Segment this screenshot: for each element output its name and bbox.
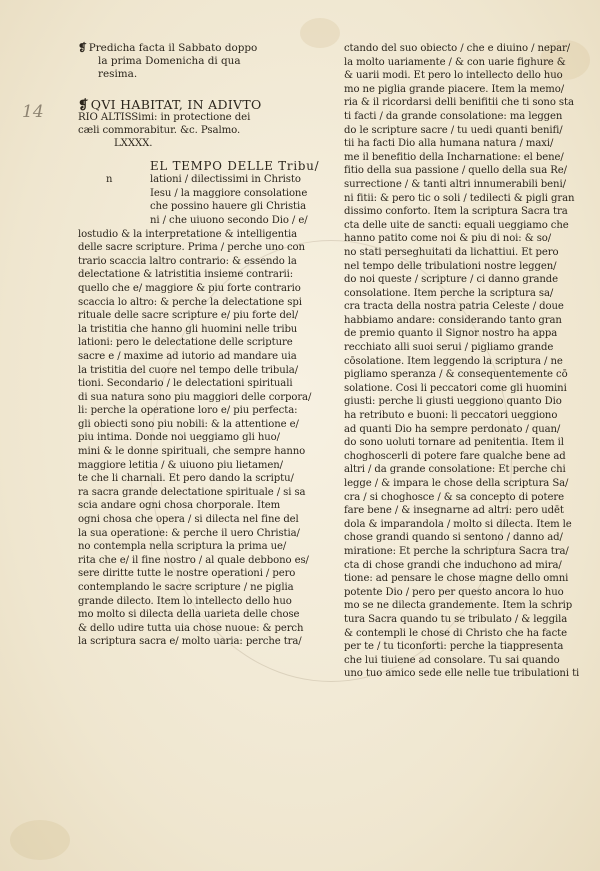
text-line: contemplando le sacre scripture / ne piglia xyxy=(78,582,294,594)
text-line: altri / da grande consolatione: Et perche chi xyxy=(344,464,566,476)
text-line: ni fitii: & pero tic o soli / tedilecti & pigli gran xyxy=(344,192,575,204)
incipit-line: QVI HABITAT, IN ADIVTO xyxy=(90,97,262,111)
text-line: sacre e / maxime ad iutorio ad mandare uia xyxy=(78,350,297,362)
left-column xyxy=(78,42,330,649)
text-line: la tristitia del cuore nel tempo delle tribula/ xyxy=(78,364,298,376)
paper-stain xyxy=(10,820,70,860)
text-line: giusti: perche li giusti ueggiono quanto Dio xyxy=(344,396,562,408)
text-line: tione: ad pensare le chose magne dello omni xyxy=(344,573,569,585)
text-line: tii ha facti Dio alla humana natura / maxi/ xyxy=(344,138,554,150)
text-line: Iesu / la maggiore consolatione xyxy=(150,187,308,199)
text-line: grande dilecto. Item lo intellecto dello huo xyxy=(78,595,292,607)
text-line: miratione: Et perche la schriptura Sacra tra/ xyxy=(344,545,569,557)
text-line: che possino hauere gli Christia xyxy=(150,201,307,213)
text-line: quello che e/ maggiore & piu forte contrario xyxy=(78,282,301,294)
text-line: ha retributo e buoni: li peccatori ueggiono xyxy=(344,410,558,422)
text-line: chose grandi quando si sentono / danno ad/ xyxy=(344,532,563,544)
text-line: ni / che uiuono secondo Dio / e/ xyxy=(150,214,308,226)
text-line: solatione. Cosi li peccatori come gli huomini xyxy=(344,382,567,394)
text-line: cta di chose grandi che induchono ad mira/ xyxy=(344,559,562,571)
text-line: la tristitia che hanno gli huomini nelle tribu xyxy=(78,323,298,335)
heading-line: la prima Domenicha di qua xyxy=(98,55,241,68)
text-line: mo se ne dilecta grandemente. Item la schrip xyxy=(344,600,573,612)
text-line: dola & imparandola / molto si dilecta. Item le xyxy=(344,518,572,530)
text-line: no stati perseghuitati da lichattiui. Et pero xyxy=(344,246,559,258)
text-line: ctando del suo obiecto / che e diuino / nepar/ xyxy=(344,43,571,54)
text-line: surrectione / & tanti altri innumerabili beni/ xyxy=(344,178,566,190)
incipit-line: cæli commorabitur. &c. Psalmo. xyxy=(78,124,241,136)
heading-line: resima. xyxy=(98,68,138,81)
text-line: hanno patito come noi & piu di noi: & so/ xyxy=(344,233,552,245)
text-line: che lui tiuiene ad consolare. Tu sai quando xyxy=(344,654,560,666)
text-line: pigliamo speranza / & consequentemente cō xyxy=(344,369,568,381)
text-line: piu intima. Donde noi ueggiamo gli huo/ xyxy=(78,432,280,444)
text-line: per te / tu ticonforti: perche la tiappresenta xyxy=(344,641,564,653)
text-line: gli obiecti sono piu nobili: & la attentione e/ xyxy=(78,418,299,430)
text-line: ogni chosa che opera / si dilecta nel fine del xyxy=(78,514,299,526)
text-line: delle sacre scripture. Prima / perche uno con xyxy=(78,242,305,254)
text-line: ti facti / da grande consolatione: ma leggen xyxy=(344,110,563,122)
text-line: tura Sacra quando tu se tribulato / & leggila xyxy=(344,613,568,625)
text-line: te che li charnali. Et pero dando la scriptu/ xyxy=(78,473,294,485)
text-line: scia andare ogni chosa chorporale. Item xyxy=(78,500,281,512)
text-line: di sua natura sono piu maggiori delle corpora/ xyxy=(78,391,312,403)
text-line: consolatione. Item perche la scriptura sa/ xyxy=(344,287,554,299)
incipit-line: LXXXX. xyxy=(114,137,153,149)
text-line: legge / & impara le chose della scriptura Sa/ xyxy=(344,478,569,489)
text-line: nel tempo delle tribulationi nostre leggen/ xyxy=(344,260,557,272)
text-line: cra tracta della nostra patria Celeste / doue xyxy=(344,301,564,313)
text-line: fare bene / & insegnarne ad altri: pero udēt xyxy=(344,505,564,517)
text-line: de premio quanto il Signor nostro ha appa xyxy=(344,328,558,340)
text-line: recchiato alli suoi serui / pigliamo grande xyxy=(344,342,554,354)
guide-letter: n xyxy=(106,173,113,185)
folio-mark: 14 xyxy=(22,102,44,122)
text-line: mini & le donne spirituali, che sempre hanno xyxy=(78,446,306,458)
text-line: delectatione & latristitia insieme contrarii: xyxy=(78,269,294,281)
text-line: do noi queste / scripture / ci danno grande xyxy=(344,274,559,286)
text-line: uno tuo amico sede elle nelle tue tribulationi ti xyxy=(344,668,580,680)
opening-line: EL TEMPO DELLE Tribu/ xyxy=(150,159,320,173)
incipit-line: RIO ALTISSimi: in protectione dei xyxy=(78,111,251,123)
text-line: lostudio & la interpretatione & intelligentia xyxy=(78,228,298,240)
text-line: ra sacra grande delectatione spirituale / si sa xyxy=(78,486,306,498)
text-line: cōsolatione. Item leggendo la scriptura / ne xyxy=(344,355,563,367)
text-line: habbiamo andare: considerando tanto gran xyxy=(344,314,562,326)
text-line: cta delle uite de sancti: equali ueggiamo che xyxy=(344,219,569,231)
text-line: la molto uariamente / & con uarie fighure & xyxy=(344,56,566,68)
sermon-heading xyxy=(78,42,330,82)
text-line: potente Dio / pero per questo ancora lo huo xyxy=(344,586,564,598)
text-line: & dello udire tutta uia chose nuoue: & perch xyxy=(78,622,304,634)
text-line: do sono uoluti tornare ad penitentia. Item il xyxy=(344,437,564,449)
pilcrow-icon: ❡ xyxy=(78,42,87,54)
text-line: mo ne piglia grande piacere. Item la memo/ xyxy=(344,83,565,95)
text-line: do le scripture sacre / tu uedi quanti benifi/ xyxy=(344,124,563,136)
text-line: sere diritte tutte le nostre operationi / pero xyxy=(78,568,296,580)
text-line: lationi: pero le delectatione delle scripture xyxy=(78,337,293,349)
text-line: fitio della sua passione / quello della sua Re/ xyxy=(344,165,567,177)
text-line: ad quanti Dio ha sempre perdonato / quan/ xyxy=(344,423,561,435)
right-column xyxy=(344,42,586,681)
text-line: rita che e/ il fine nostro / al quale debbono es/ xyxy=(78,554,309,566)
text-line: & contempli le chose di Christo che ha facte xyxy=(344,627,567,639)
pilcrow-icon: ❡ xyxy=(78,97,89,111)
text-line: ria & il ricordarsi delli benifitii che ti sono sta xyxy=(344,97,574,109)
psalm-incipit xyxy=(78,98,330,150)
text-line: cra / si choghosce / & sa concepto di potere xyxy=(344,491,564,503)
text-line: tioni. Secondario / le delectationi spirituali xyxy=(78,378,293,390)
text-line: li: perche la operatione loro e/ piu perfecta: xyxy=(78,405,298,417)
text-line: trario scaccia laltro contrario: & essendo la xyxy=(78,255,297,267)
text-line: lationi / dilectissimi in Christo xyxy=(150,174,301,186)
text-line: maggiore letitia / & uiuono piu lietamen/ xyxy=(78,459,283,471)
text-line: & uarii modi. Et pero lo intellecto dello huo xyxy=(344,70,563,82)
text-line: la sua operatione: & perche il uero Christia/ xyxy=(78,527,300,539)
text-line: scaccia lo altro: & perche la delectatione spi xyxy=(78,296,302,308)
text-line: no contempla nella scriptura la prima ue/ xyxy=(78,541,287,553)
text-line: dissimo conforto. Item la scriptura Sacra tra xyxy=(344,206,568,218)
text-line: rituale delle sacre scripture e/ piu forte del/ xyxy=(78,310,299,322)
text-line: la scriptura sacra e/ molto uaria: perche tra/ xyxy=(78,636,302,648)
text-line: me il benefitio della Incharnatione: el bene/ xyxy=(344,151,564,163)
text-line: mo molto si dilecta della uarieta delle chose xyxy=(78,609,300,621)
text-line: choghoscerli di potere fare qualche bene ad xyxy=(344,450,566,462)
left-body-text xyxy=(78,160,330,649)
heading-line: Predicha facta il Sabbato doppo xyxy=(88,42,258,54)
